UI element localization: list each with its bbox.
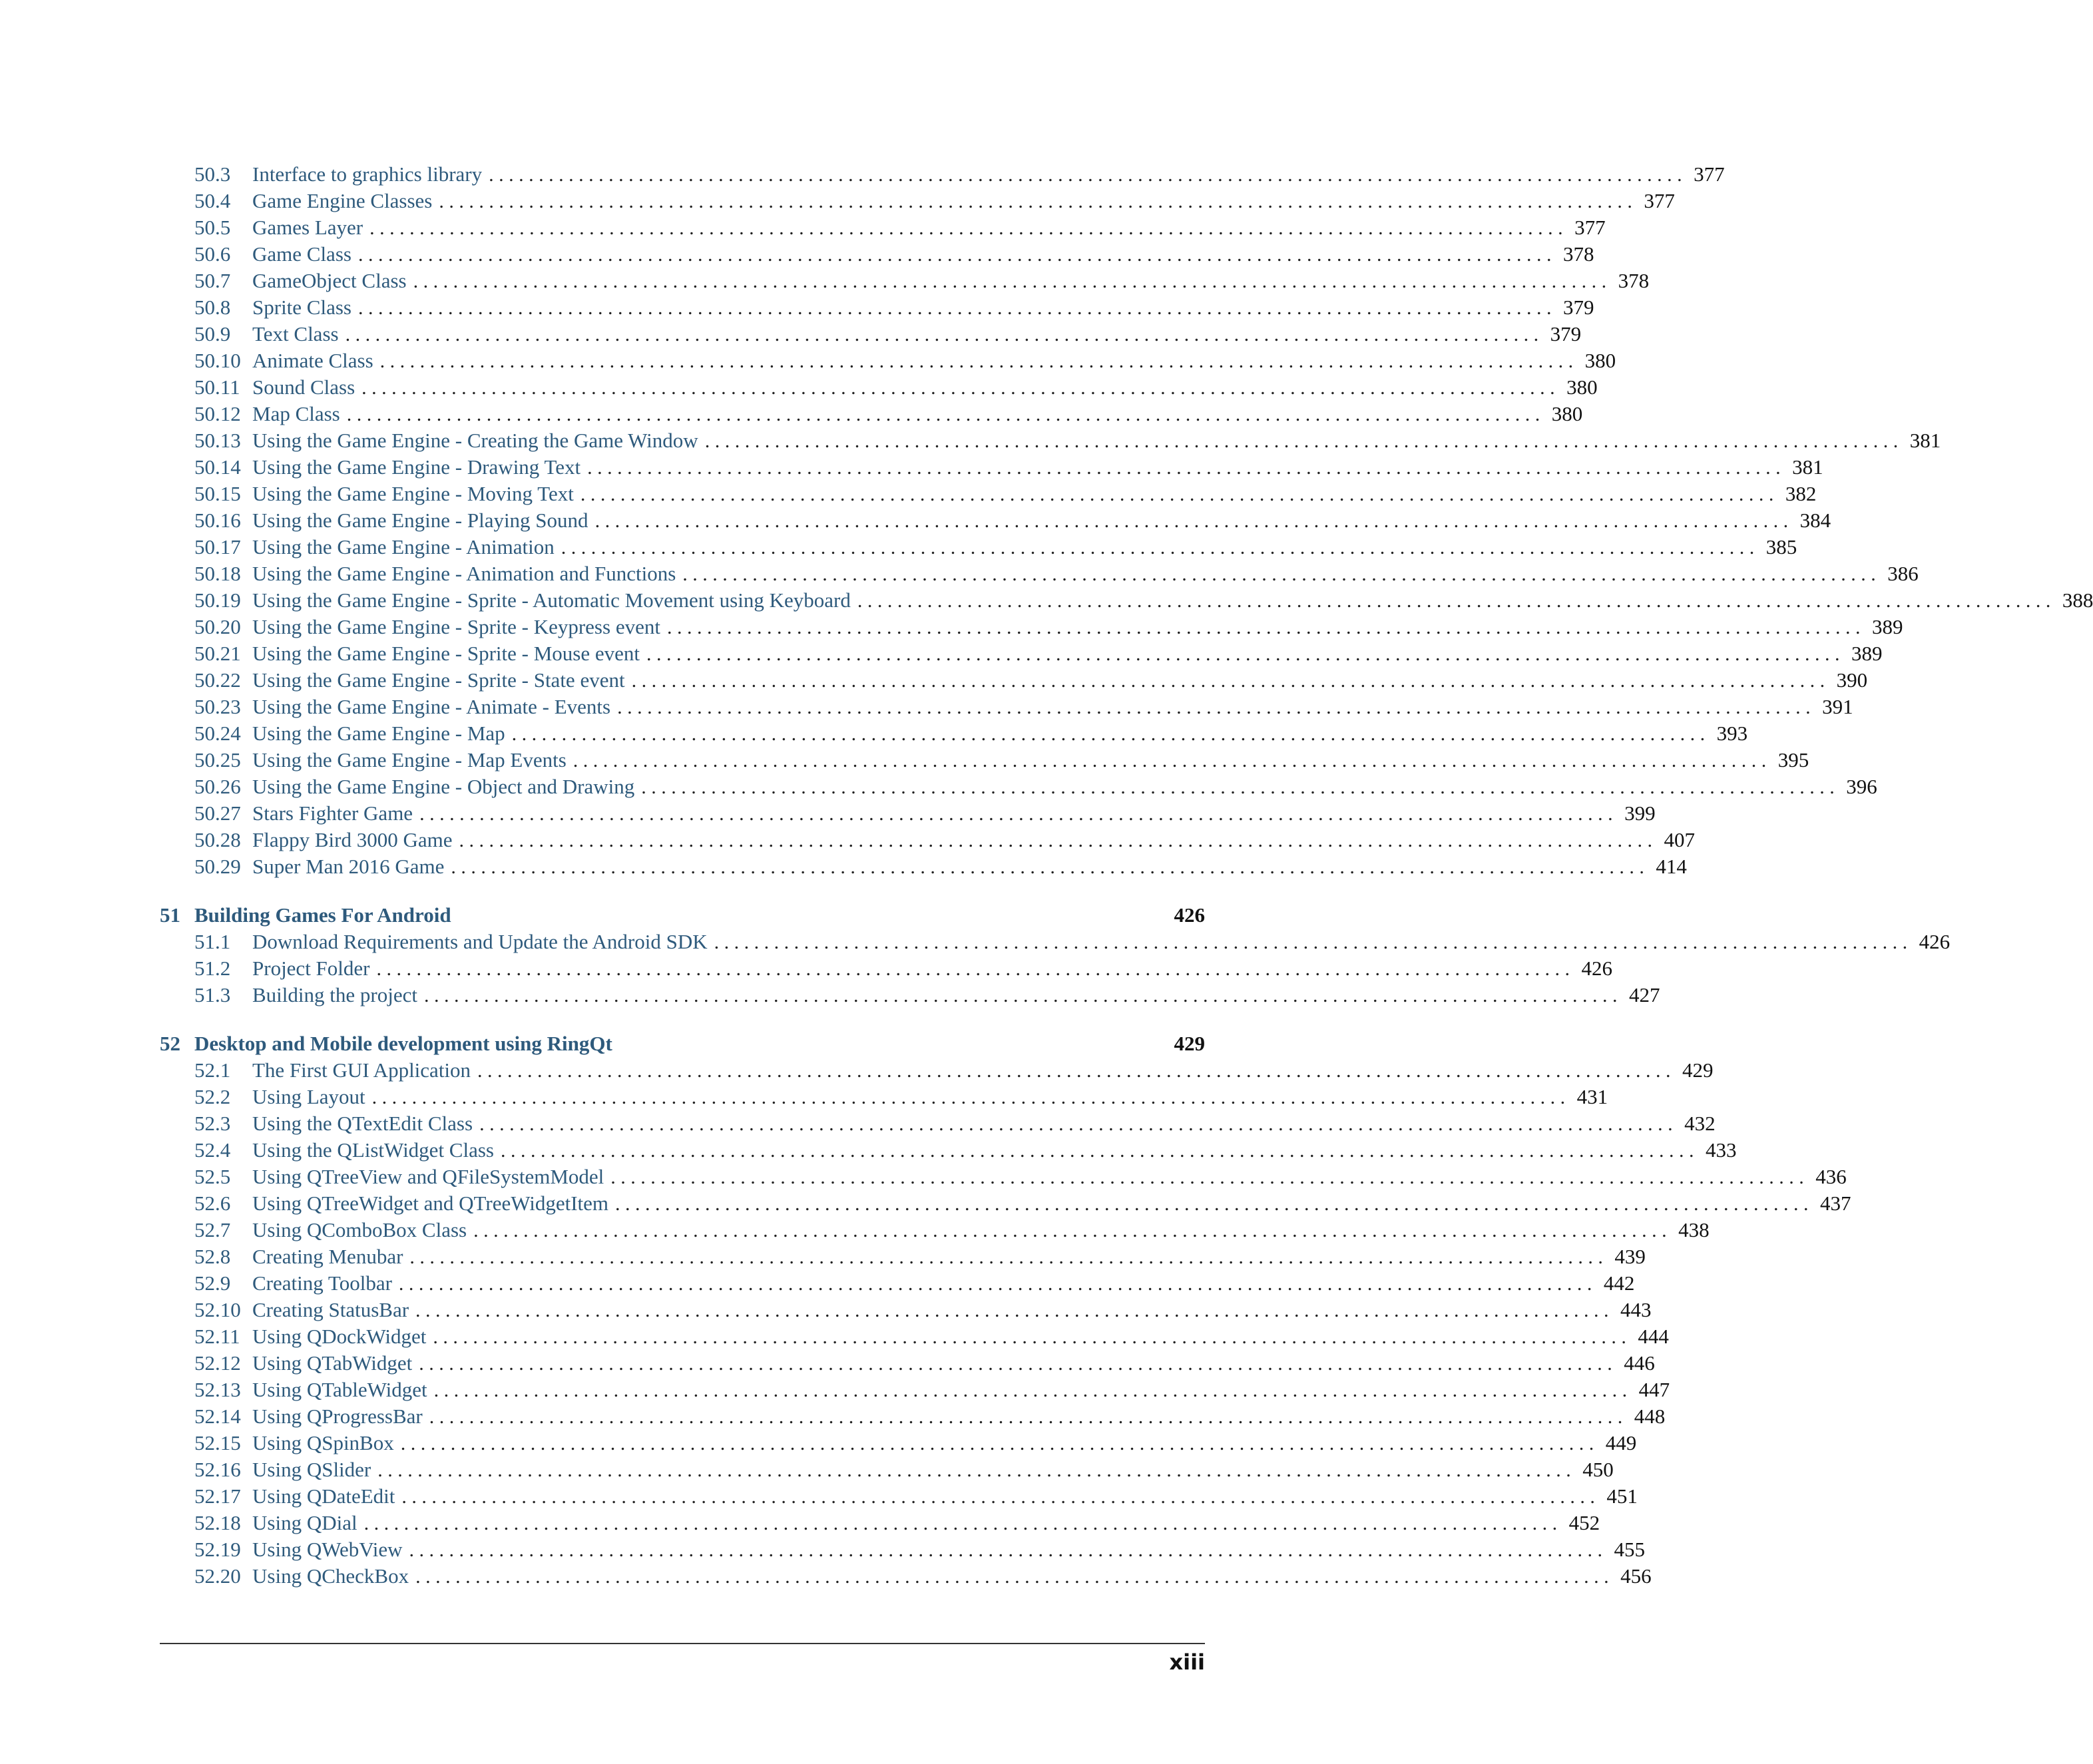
dot-leader: . . . . . . . . . . . . . . . . . . . . . . . . . . . . . . . . . . . . . . . . . . . . . . . . . . . . . . . . . . . . . . . . . . . . . . . . . . . . . . . . . . . . . . . . . . . . . . . . . . . . . . . . . . . . . . . . . . . . . . . . <box>451 856 1644 878</box>
toc-entry-number[interactable]: 50.19 <box>194 588 241 612</box>
toc-entry-page[interactable]: 451 <box>1606 1484 1638 1508</box>
dot-leader: . . . . . . . . . . . . . . . . . . . . . . . . . . . . . . . . . . . . . . . . . . . . . . . . . . . . . . . . . . . . . . . . . . . . . . . . . . . . . . . . . . . . . . . . . . . . . . . . . . . . . . . . . . . . . . . . . . . . . . . . <box>631 670 1825 692</box>
toc-entry-number[interactable]: 52.6 <box>194 1192 231 1215</box>
toc-entry-page[interactable]: 385 <box>1765 535 1797 558</box>
toc-entry-page[interactable]: 379 <box>1550 322 1582 345</box>
toc-entry-number[interactable]: 52.17 <box>194 1484 241 1508</box>
dot-leader: . . . . . . . . . . . . . . . . . . . . . . . . . . . . . . . . . . . . . . . . . . . . . . . . . . . . . . . . . . . . . . . . . . . . . . . . . . . . . . . . . . . . . . . . . . . . . . . . . . . . . . . . . . . . . . . . . . . . . . . . <box>617 696 1811 718</box>
dot-leader: . . . . . . . . . . . . . . . . . . . . . . . . . . . . . . . . . . . . . . . . . . . . . . . . . . . . . . . . . . . . . . . . . . . . . . . . . . . . . . . . . . . . . . . . . . . . . . . . . . . . . . . . . . . . . . . . . . . . . . . . <box>666 616 1861 638</box>
toc-entry-number[interactable]: 52 <box>160 1032 180 1055</box>
toc-section-entry[interactable] <box>160 827 1695 853</box>
toc-entry-number[interactable]: 52.4 <box>194 1138 231 1162</box>
toc-chapter-entry[interactable] <box>160 902 1205 929</box>
dot-leader: . . . . . . . . . . . . . . . . . . . . . . . . . . . . . . . . . . . . . . . . . . . . . . . . . . . . . . . . . . . . . . . . . . . . . . . . . . . . . . . . . . . . . . . . . . . . . . . . . . . . . . . . . . . . . . . . . . . . . . . . <box>682 563 1876 585</box>
toc-entry-title[interactable]: Using QDial <box>252 1511 357 1534</box>
dot-leader: . . . . . . . . . . . . . . . . . . . . . . . . . . . . . . . . . . . . . . . . . . . . . . . . . . . . . . . . . . . . . . . . . . . . . . . . . . . . . . . . . . . . . . . . . . . . . . . . . . . . . . . . . . . . . . . . . . . . . . . . <box>423 985 1618 1006</box>
toc-entry-page[interactable]: 449 <box>1605 1431 1637 1454</box>
toc-entry-number[interactable]: 51.2 <box>194 957 231 980</box>
toc-entry-number[interactable]: 52.15 <box>194 1431 241 1454</box>
toc-entry-title[interactable]: Creating StatusBar <box>252 1298 409 1321</box>
dot-leader: . . . . . . . . . . . . . . . . . . . . . . . . . . . . . . . . . . . . . . . . . . . . . . . . . . . . . . . . . . . . . . . . . . . . . . . . . . . . . . . . . . . . . . . . . . . . . . . . . . . . . . . . . . . . . . . . . . . . . . . . <box>409 1539 1603 1561</box>
toc-section-entry[interactable] <box>160 534 1797 560</box>
toc-entry-title[interactable]: Using the Game Engine - Map <box>252 722 505 745</box>
dot-leader: . . . . . . . . . . . . . . . . . . . . . . . . . . . . . . . . . . . . . . . . . . . . . . . . . . . . . . . . . . . . . . . . . . . . . . . . . . . . . . . . . . . . . . . . . . . . . . . . . . . . . . . . . . . . . . . . . . . . . . . . <box>594 510 1789 532</box>
toc-entry-number[interactable]: 52.19 <box>194 1538 241 1561</box>
toc-entry-number[interactable]: 50.8 <box>194 296 231 319</box>
toc-entry-page[interactable]: 407 <box>1664 828 1695 851</box>
toc-entry-number[interactable]: 50.23 <box>194 695 241 718</box>
toc-entry-title[interactable]: Using the QListWidget Class <box>252 1138 494 1162</box>
toc-entry-number[interactable]: 51.3 <box>194 983 231 1006</box>
toc-entry-title[interactable]: Using the Game Engine - Map Events <box>252 748 567 772</box>
toc-entry-title[interactable]: Using Layout <box>252 1085 365 1108</box>
toc-entry-title[interactable]: Using QProgressBar <box>252 1405 423 1428</box>
toc-section-entry[interactable] <box>160 401 1583 427</box>
toc-entry-title[interactable]: Creating Toolbar <box>252 1271 392 1295</box>
toc-section-entry[interactable] <box>160 955 1612 982</box>
toc-entry-title[interactable]: Using QTabWidget <box>252 1351 413 1375</box>
toc-entry-title[interactable]: Animate Class <box>252 349 373 372</box>
dot-leader: . . . . . . . . . . . . . . . . . . . . . . . . . . . . . . . . . . . . . . . . . . . . . . . . . . . . . . . . . . . . . . . . . . . . . . . . . . . . . . . . . . . . . . . . . . . . . . . . . . . . . . . . . . . . . . . . . . . . . . . . <box>357 244 1552 266</box>
dot-leader: . . . . . . . . . . . . . . . . . . . . . . . . . . . . . . . . . . . . . . . . . . . . . . . . . . . . . . . . . . . . . . . . . . . . . . . . . . . . . . . . . . . . . . . . . . . . . . . . . . . . . . . . . . . . . . . . . . . . . . . . <box>409 1246 1603 1268</box>
toc-section-entry[interactable] <box>160 1110 1716 1137</box>
dot-leader: . . . . . . . . . . . . . . . . . . . . . . . . . . . . . . . . . . . . . . . . . . . . . . . . . . . . . . . . . . . . . . . . . . . . . . . . . . . . . . . . . . . . . . . . . . . . . . . . . . . . . . . . . . . . . . . . . . . . . . . . <box>400 1433 1594 1454</box>
toc-entry-number[interactable]: 50.21 <box>194 642 241 665</box>
toc-entry-title[interactable]: Using the Game Engine - Moving Text <box>252 482 574 505</box>
toc-section-entry[interactable] <box>160 1057 1714 1084</box>
toc-entry-number[interactable]: 52.8 <box>194 1245 231 1268</box>
dot-leader: . . . . . . . . . . . . . . . . . . . . . . . . . . . . . . . . . . . . . . . . . . . . . . . . . . . . . . . . . . . . . . . . . . . . . . . . . . . . . . . . . . . . . . . . . . . . . . . . . . . . . . . . . . . . . . . . . . . . . . . . <box>429 1406 1623 1428</box>
toc-entry-page[interactable]: 432 <box>1684 1112 1716 1135</box>
toc-entry-title[interactable]: Game Class <box>252 242 351 266</box>
dot-leader: . . . . . . . . . . . . . . . . . . . . . . . . . . . . . . . . . . . . . . . . . . . . . . . . . . . . . . . . . . . . . . . . . . . . . . . . . . . . . . . . . . . . . . . . . . . . . . . . . . . . . . . . . . . . . . . . . . . . . . . . <box>377 1459 1571 1481</box>
dot-leader: . . . . . . . . . . . . . . . . . . . . . . . . . . . . . . . . . . . . . . . . . . . . . . . . . . . . . . . . . . . . . . . . . . . . . . . . . . . . . . . . . . . . . . . . . . . . . . . . . . . . . . . . . . . . . . . . . . . . . . . . <box>415 1299 1609 1321</box>
toc-entry-number[interactable]: 50.10 <box>194 349 241 372</box>
dot-leader: . . . . . . . . . . . . . . . . . . . . . . . . . . . . . . . . . . . . . . . . . . . . . . . . . . . . . . . . . . . . . . . . . . . . . . . . . . . . . . . . . . . . . . . . . . . . . . . . . . . . . . . . . . . . . . . . . . . . . . . . <box>714 931 1908 953</box>
toc-entry-title[interactable]: Text Class <box>252 322 339 345</box>
dot-leader: . . . . . . . . . . . . . . . . . . . . . . . . . . . . . . . . . . . . . . . . . . . . . . . . . . . . . . . . . . . . . . . . . . . . . . . . . . . . . . . . . . . . . . . . . . . . . . . . . . . . . . . . . . . . . . . . . . . . . . . . <box>479 1113 1673 1135</box>
toc-entry-page[interactable]: 390 <box>1836 668 1868 692</box>
toc-section-entry[interactable] <box>160 1323 1669 1350</box>
toc-entry-number[interactable]: 50.12 <box>194 402 241 425</box>
toc-entry-number[interactable]: 51 <box>160 903 180 927</box>
toc-entry-page[interactable]: 433 <box>1705 1138 1737 1162</box>
toc-section-entry[interactable] <box>160 747 1809 773</box>
dot-leader: . . . . . . . . . . . . . . . . . . . . . . . . . . . . . . . . . . . . . . . . . . . . . . . . . . . . . . . . . . . . . . . . . . . . . . . . . . . . . . . . . . . . . . . . . . . . . . . . . . . . . . . . . . . . . . . . . . . . . . . . <box>346 403 1540 425</box>
toc-section-entry[interactable] <box>160 1270 1635 1297</box>
toc-section-entry[interactable] <box>160 294 1594 321</box>
toc-entry-page[interactable]: 380 <box>1566 375 1598 399</box>
toc-entry-title[interactable]: Building the project <box>252 983 417 1006</box>
toc-entry-page[interactable]: 426 <box>1919 930 1951 953</box>
toc-entry-number[interactable]: 50.16 <box>194 509 241 532</box>
dot-leader: . . . . . . . . . . . . . . . . . . . . . . . . . . . . . . . . . . . . . . . . . . . . . . . . . . . . . . . . . . . . . . . . . . . . . . . . . . . . . . . . . . . . . . . . . . . . . . . . . . . . . . . . . . . . . . . . . . . . . . . . <box>573 750 1767 772</box>
toc-entry-number[interactable]: 52.20 <box>194 1564 241 1588</box>
toc-entry-number[interactable]: 52.11 <box>194 1325 240 1348</box>
dot-leader: . . . . . . . . . . . . . . . . . . . . . . . . . . . . . . . . . . . . . . . . . . . . . . . . . . . . . . . . . . . . . . . . . . . . . . . . . . . . . . . . . . . . . . . . . . . . . . . . . . . . . . . . . . . . . . . . . . . . . . . . <box>459 829 1652 851</box>
toc-entry-page[interactable]: 444 <box>1638 1325 1669 1348</box>
toc-entry-title[interactable]: Desktop and Mobile development using RingQt <box>194 1032 612 1055</box>
toc-section-entry[interactable] <box>160 929 1951 955</box>
toc-entry-number[interactable]: 50.26 <box>194 775 241 798</box>
toc-section-entry[interactable] <box>160 161 1725 188</box>
toc-section-entry[interactable] <box>160 1190 1851 1217</box>
toc-entry-page[interactable]: 436 <box>1815 1165 1847 1188</box>
toc-entry-number[interactable]: 52.12 <box>194 1351 241 1375</box>
toc-entry-title[interactable]: Using QDateEdit <box>252 1484 395 1508</box>
table-of-contents <box>160 161 2093 1590</box>
dot-leader: . . . . . . . . . . . . . . . . . . . . . . . . . . . . . . . . . . . . . . . . . . . . . . . . . . . . . . . . . . . . . . . . . . . . . . . . . . . . . . . . . . . . . . . . . . . . . . . . . . . . . . . . . . . . . . . . . . . . . . . . <box>433 1326 1626 1348</box>
dot-leader: . . . . . . . . . . . . . . . . . . . . . . . . . . . . . . . . . . . . . . . . . . . . . . . . . . . . . . . . . . . . . . . . . . . . . . . . . . . . . . . . . . . . . . . . . . . . . . . . . . . . . . . . . . . . . . . . . . . . . . . . <box>357 297 1552 319</box>
toc-entry-title[interactable]: Using the Game Engine - Sprite - Keypress event <box>252 615 660 638</box>
toc-entry-page[interactable]: 377 <box>1644 189 1675 212</box>
toc-entry-title[interactable]: Game Engine Classes <box>252 189 433 212</box>
toc-section-entry[interactable] <box>160 1297 1652 1323</box>
toc-entry-page[interactable]: 393 <box>1716 722 1748 745</box>
toc-entry-title[interactable]: Map Class <box>252 402 340 425</box>
toc-entry-title[interactable]: Using the Game Engine - Animation and Functions <box>252 562 676 585</box>
toc-entry-number[interactable]: 52.14 <box>194 1405 241 1428</box>
dot-leader: . . . . . . . . . . . . . . . . . . . . . . . . . . . . . . . . . . . . . . . . . . . . . . . . . . . . . . . . . . . . . . . . . . . . . . . . . . . . . . . . . . . . . . . . . . . . . . . . . . . . . . . . . . . . . . . . . . . . . . . . <box>587 457 1781 479</box>
dot-leader: . . . . . . . . . . . . . . . . . . . . . . . . . . . . . . . . . . . . . . . . . . . . . . . . . . . . . . . . . . . . . . . . . . . . . . . . . . . . . . . . . . . . . . . . . . . . . . . . . . . . . . . . . . . . . . . . . . . . . . . . <box>419 803 1613 825</box>
toc-entry-number[interactable]: 51.1 <box>194 930 231 953</box>
toc-entry-page[interactable]: 443 <box>1620 1298 1652 1321</box>
dot-leader: . . . . . . . . . . . . . . . . . . . . . . . . . . . . . . . . . . . . . . . . . . . . . . . . . . . . . . . . . . . . . . . . . . . . . . . . . . . . . . . . . . . . . . . . . . . . . . . . . . . . . . . . . . . . . . . . . . . . . . . . <box>419 1353 1612 1375</box>
toc-section-entry[interactable] <box>160 268 1650 294</box>
dot-leader: . . . . . . . . . . . . . . . . . . . . . . . . . . . . . . . . . . . . . . . . . . . . . . . . . . . . . . . . . . . . . . . . . . . . . . . . . . . . . . . . . . . . . . . . . . . . . . . . . . . . . . . . . . . . . . . . . . . . . . . . <box>511 723 1706 745</box>
dot-leader: . . . . . . . . . . . . . . . . . . . . . . . . . . . . . . . . . . . . . . . . . . . . . . . . . . . . . . . . . . . . . . . . . . . . . . . . . . . . . . . . . . . . . . . . . . . . . . . . . . . . . . . . . . . . . . . . . . . . . . . . <box>580 483 1774 505</box>
toc-section-entry[interactable] <box>160 614 1903 640</box>
toc-entry-title[interactable]: Using the Game Engine - Sprite - State event <box>252 668 625 692</box>
toc-entry-number[interactable]: 52.1 <box>194 1058 231 1082</box>
toc-entry-title[interactable]: Building Games For Android <box>194 903 451 927</box>
toc-entry-page[interactable]: 379 <box>1562 296 1594 319</box>
dot-leader: . . . . . . . . . . . . . . . . . . . . . . . . . . . . . . . . . . . . . . . . . . . . . . . . . . . . . . . . . . . . . . . . . . . . . . . . . . . . . . . . . . . . . . . . . . . . . . . . . . . . . . . . . . . . . . . . . . . . . . . . <box>376 958 1570 980</box>
dot-leader: . . . . . . . . . . . . . . . . . . . . . . . . . . . . . . . . . . . . . . . . . . . . . . . . . . . . . . . . . . . . . . . . . . . . . . . . . . . . . . . . . . . . . . . . . . . . . . . . . . . . . . . . . . . . . . . . . . . . . . . . <box>439 190 1632 212</box>
toc-entry-page[interactable]: 388 <box>2062 588 2093 612</box>
toc-section-entry[interactable] <box>160 667 1868 694</box>
dot-leader: . . . . . . . . . . . . . . . . . . . . . . . . . . . . . . . . . . . . . . . . . . . . . . . . . . . . . . . . . . . . . . . . . . . . . . . . . . . . . . . . . . . . . . . . . . . . . . . . . . . . . . . . . . . . . . . . . . . . . . . . <box>345 324 1539 345</box>
toc-entry-number[interactable]: 50.11 <box>194 375 240 399</box>
toc-section-entry[interactable] <box>160 241 1594 268</box>
dot-leader: . . . . . . . . . . . . . . . . . . . . . . . . . . . . . . . . . . . . . . . . . . . . . . . . . . . . . . . . . . . . . . . . . . . . . . . . . . . . . . . . . . . . . . . . . . . . . . . . . . . . . . . . . . . . . . . . . . . . . . . . <box>615 1193 1809 1215</box>
toc-section-entry[interactable] <box>160 1084 1608 1110</box>
toc-entry-title[interactable]: Using the Game Engine - Creating the Game Window <box>252 429 698 452</box>
toc-entry-title[interactable]: Flappy Bird 3000 Game <box>252 828 453 851</box>
dot-leader: . . . . . . . . . . . . . . . . . . . . . . . . . . . . . . . . . . . . . . . . . . . . . . . . . . . . . . . . . . . . . . . . . . . . . . . . . . . . . . . . . . . . . . . . . . . . . . . . . . . . . . . . . . . . . . . . . . . . . . . . <box>369 217 1563 239</box>
toc-entry-title[interactable]: Using QDockWidget <box>252 1325 427 1348</box>
toc-entry-number[interactable]: 50.7 <box>194 269 231 292</box>
toc-entry-page[interactable]: 382 <box>1785 482 1817 505</box>
dot-leader: . . . . . . . . . . . . . . . . . . . . . . . . . . . . . . . . . . . . . . . . . . . . . . . . . . . . . . . . . . . . . . . . . . . . . . . . . . . . . . . . . . . . . . . . . . . . . . . . . . . . . . . . . . . . . . . . . . . . . . . . <box>415 1566 1609 1588</box>
toc-entry-title[interactable]: Using QComboBox Class <box>252 1218 467 1241</box>
toc-entry-title[interactable]: Project Folder <box>252 957 370 980</box>
toc-entry-page[interactable]: 429 <box>1682 1058 1714 1082</box>
toc-entry-title[interactable]: Using the Game Engine - Drawing Text <box>252 455 581 479</box>
toc-entry-number[interactable]: 52.2 <box>194 1085 231 1108</box>
toc-entry-page[interactable]: 380 <box>1584 349 1616 372</box>
toc-section-entry[interactable] <box>160 982 1660 1008</box>
toc-entry-title[interactable]: Games Layer <box>252 216 363 239</box>
toc-entry-title[interactable]: Using QSlider <box>252 1458 371 1481</box>
toc-entry-title[interactable]: Using the Game Engine - Sprite - Mouse event <box>252 642 640 665</box>
toc-entry-title[interactable]: Interface to graphics library <box>252 162 483 186</box>
toc-entry-title[interactable]: Using QCheckBox <box>252 1564 409 1588</box>
toc-entry-title[interactable]: Sound Class <box>252 375 355 399</box>
toc-entry-page[interactable]: 438 <box>1678 1218 1710 1241</box>
toc-section-entry[interactable] <box>160 1243 1646 1270</box>
toc-entry-page[interactable]: 377 <box>1694 162 1725 186</box>
dot-leader: . . . . . . . . . . . . . . . . . . . . . . . . . . . . . . . . . . . . . . . . . . . . . . . . . . . . . . . . . . . . . . . . . . . . . . . . . . . . . . . . . . . . . . . . . . . . . . . . . . . . . . . . . . . . . . . . . . . . . . . . <box>398 1273 1592 1295</box>
toc-entry-page[interactable]: 378 <box>1562 242 1594 266</box>
toc-entry-number[interactable]: 50.9 <box>194 322 231 345</box>
toc-entry-page[interactable]: 381 <box>1909 429 1941 452</box>
toc-entry-title[interactable]: Super Man 2016 Game <box>252 855 445 878</box>
dot-leader: . . . . . . . . . . . . . . . . . . . . . . . . . . . . . . . . . . . . . . . . . . . . . . . . . . . . . . . . . . . . . . . . . . . . . . . . . . . . . . . . . . . . . . . . . . . . . . . . . . . . . . . . . . . . . . . . . . . . . . . . <box>477 1060 1671 1082</box>
toc-entry-number[interactable]: 52.7 <box>194 1218 231 1241</box>
toc-section-entry[interactable] <box>160 454 1823 481</box>
toc-section-entry[interactable] <box>160 1510 1600 1536</box>
toc-section-entry[interactable] <box>160 773 1877 800</box>
toc-entry-title[interactable]: Using the Game Engine - Object and Drawing <box>252 775 635 798</box>
toc-entry-page[interactable]: 386 <box>1887 562 1919 585</box>
toc-entry-page[interactable]: 384 <box>1799 509 1831 532</box>
dot-leader: . . . . . . . . . . . . . . . . . . . . . . . . . . . . . . . . . . . . . . . . . . . . . . . . . . . . . . . . . . . . . . . . . . . . . . . . . . . . . . . . . . . . . . . . . . . . . . . . . . . . . . . . . . . . . . . . . . . . . . . . <box>489 164 1682 186</box>
toc-section-entry[interactable] <box>160 1563 1652 1590</box>
toc-entry-number[interactable]: 52.16 <box>194 1458 241 1481</box>
toc-entry-page[interactable]: 395 <box>1777 748 1809 772</box>
toc-entry-page[interactable]: 389 <box>1851 642 1883 665</box>
toc-section-entry[interactable] <box>160 1350 1655 1377</box>
toc-entry-page[interactable]: 455 <box>1614 1538 1646 1561</box>
toc-entry-page[interactable]: 380 <box>1551 402 1583 425</box>
toc-entry-title[interactable]: The First GUI Application <box>252 1058 471 1082</box>
toc-entry-page[interactable]: 450 <box>1582 1458 1614 1481</box>
toc-section-entry[interactable] <box>160 800 1656 827</box>
dot-leader: . . . . . . . . . . . . . . . . . . . . . . . . . . . . . . . . . . . . . . . . . . . . . . . . . . . . . . . . . . . . . . . . . . . . . . . . . . . . . . . . . . . . . . . . . . . . . . . . . . . . . . . . . . . . . . . . . . . . . . . . <box>561 537 1755 558</box>
toc-entry-page[interactable]: 377 <box>1574 216 1606 239</box>
toc-entry-title[interactable]: Sprite Class <box>252 296 351 319</box>
dot-leader: . . . . . . . . . . . . . . . . . . . . . . . . . . . . . . . . . . . . . . . . . . . . . . . . . . . . . . . . . . . . . . . . . . . . . . . . . . . . . . . . . . . . . . . . . . . . . . . . . . . . . . . . . . . . . . . . . . . . . . . . <box>363 1512 1558 1534</box>
toc-section-entry[interactable] <box>160 481 1817 507</box>
toc-entry-title[interactable]: Creating Menubar <box>252 1245 403 1268</box>
toc-section-entry[interactable] <box>160 587 2093 614</box>
toc-entry-number[interactable]: 50.14 <box>194 455 241 479</box>
toc-entry-number[interactable]: 52.13 <box>194 1378 241 1401</box>
toc-entry-title[interactable]: Using QTableWidget <box>252 1378 427 1401</box>
toc-section-entry[interactable] <box>160 640 1883 667</box>
dot-leader: . . . . . . . . . . . . . . . . . . . . . . . . . . . . . . . . . . . . . . . . . . . . . . . . . . . . . . . . . . . . . . . . . . . . . . . . . . . . . . . . . . . . . . . . . . . . . . . . . . . . . . . . . . . . . . . . . . . . . . . . <box>610 1166 1804 1188</box>
toc-entry-page[interactable]: 429 <box>1174 1032 1205 1055</box>
toc-section-entry[interactable] <box>160 1377 1670 1403</box>
toc-entry-page[interactable]: 439 <box>1614 1245 1646 1268</box>
toc-entry-number[interactable]: 52.5 <box>194 1165 231 1188</box>
toc-entry-page[interactable]: 456 <box>1620 1564 1652 1588</box>
dot-leader: . . . . . . . . . . . . . . . . . . . . . . . . . . . . . . . . . . . . . . . . . . . . . . . . . . . . . . . . . . . . . . . . . . . . . . . . . . . . . . . . . . . . . . . . . . . . . . . . . . . . . . . . . . . . . . . . . . . . . . . . <box>500 1140 1694 1162</box>
toc-entry-number[interactable]: 50.17 <box>194 535 241 558</box>
toc-entry-title[interactable]: Using the Game Engine - Playing Sound <box>252 509 588 532</box>
toc-section-entry[interactable] <box>160 1536 1646 1563</box>
toc-entry-page[interactable]: 399 <box>1624 801 1656 825</box>
toc-entry-number[interactable]: 50.25 <box>194 748 241 772</box>
toc-entry-title[interactable]: Using QSpinBox <box>252 1431 394 1454</box>
toc-entry-title[interactable]: Using QTreeView and QFileSystemModel <box>252 1165 604 1188</box>
toc-section-entry[interactable] <box>160 1137 1737 1164</box>
toc-entry-number[interactable]: 52.10 <box>194 1298 241 1321</box>
dot-leader: . . . . . . . . . . . . . . . . . . . . . . . . . . . . . . . . . . . . . . . . . . . . . . . . . . . . . . . . . . . . . . . . . . . . . . . . . . . . . . . . . . . . . . . . . . . . . . . . . . . . . . . . . . . . . . . . . . . . . . . . <box>473 1219 1667 1241</box>
toc-section-entry[interactable] <box>160 720 1748 747</box>
toc-entry-page[interactable]: 448 <box>1634 1405 1666 1428</box>
toc-entry-number[interactable]: 50.3 <box>194 162 231 186</box>
toc-entry-page[interactable]: 426 <box>1174 903 1205 927</box>
toc-entry-title[interactable]: Using the Game Engine - Sprite - Automatic Movement using Keyboard <box>252 588 851 612</box>
page-number: xiii <box>1169 1650 1205 1675</box>
toc-entry-title[interactable]: GameObject Class <box>252 269 407 292</box>
toc-entry-number[interactable]: 50.29 <box>194 855 241 878</box>
toc-entry-page[interactable]: 437 <box>1820 1192 1851 1215</box>
toc-section-entry[interactable] <box>160 1403 1666 1430</box>
toc-entry-page[interactable]: 426 <box>1581 957 1612 980</box>
toc-entry-number[interactable]: 52.3 <box>194 1112 231 1135</box>
toc-entry-page[interactable]: 381 <box>1792 455 1823 479</box>
toc-entry-number[interactable]: 50.4 <box>194 189 231 212</box>
toc-entry-number[interactable]: 50.6 <box>194 242 231 266</box>
toc-entry-title[interactable]: Using the QTextEdit Class <box>252 1112 473 1135</box>
toc-entry-title[interactable]: Using QTreeWidget and QTreeWidgetItem <box>252 1192 609 1215</box>
toc-entry-number[interactable]: 52.18 <box>194 1511 241 1534</box>
toc-section-entry[interactable] <box>160 1456 1614 1483</box>
toc-entry-title[interactable]: Download Requirements and Update the Android SDK <box>252 930 708 953</box>
toc-section-entry[interactable] <box>160 1430 1637 1456</box>
toc-entry-number[interactable]: 50.18 <box>194 562 241 585</box>
toc-entry-page[interactable]: 378 <box>1618 269 1650 292</box>
dot-leader: . . . . . . . . . . . . . . . . . . . . . . . . . . . . . . . . . . . . . . . . . . . . . . . . . . . . . . . . . . . . . . . . . . . . . . . . . . . . . . . . . . . . . . . . . . . . . . . . . . . . . . . . . . . . . . . . . . . . . . . . <box>361 377 1555 399</box>
toc-entry-page[interactable]: 446 <box>1624 1351 1655 1375</box>
toc-section-entry[interactable] <box>160 1483 1638 1510</box>
toc-section-entry[interactable] <box>160 507 1831 534</box>
toc-section-entry[interactable] <box>160 853 1687 880</box>
toc-entry-number[interactable]: 50.20 <box>194 615 241 638</box>
toc-section-entry[interactable] <box>160 347 1616 374</box>
toc-entry-page[interactable]: 427 <box>1628 983 1660 1006</box>
toc-entry-page[interactable]: 442 <box>1603 1271 1635 1295</box>
footer-rule <box>160 1643 1205 1644</box>
toc-section-entry[interactable] <box>160 321 1582 347</box>
dot-leader: . . . . . . . . . . . . . . . . . . . . . . . . . . . . . . . . . . . . . . . . . . . . . . . . . . . . . . . . . . . . . . . . . . . . . . . . . . . . . . . . . . . . . . . . . . . . . . . . . . . . . . . . . . . . . . . . . . . . . . . . <box>641 776 1835 798</box>
toc-entry-page[interactable]: 447 <box>1638 1378 1670 1401</box>
toc-entry-number[interactable]: 50.27 <box>194 801 241 825</box>
toc-entry-number[interactable]: 52.9 <box>194 1271 231 1295</box>
toc-entry-title[interactable]: Using the Game Engine - Animate - Events <box>252 695 611 718</box>
toc-entry-page[interactable]: 396 <box>1846 775 1877 798</box>
toc-chapter-entry[interactable] <box>160 1030 1205 1057</box>
dot-leader: . . . . . . . . . . . . . . . . . . . . . . . . . . . . . . . . . . . . . . . . . . . . . . . . . . . . . . . . . . . . . . . . . . . . . . . . . . . . . . . . . . . . . . . . . . . . . . . . . . . . . . . . . . . . . . . . . . . . . . . . <box>857 590 2051 612</box>
toc-entry-number[interactable]: 50.15 <box>194 482 241 505</box>
dot-leader: . . . . . . . . . . . . . . . . . . . . . . . . . . . . . . . . . . . . . . . . . . . . . . . . . . . . . . . . . . . . . . . . . . . . . . . . . . . . . . . . . . . . . . . . . . . . . . . . . . . . . . . . . . . . . . . . . . . . . . . . <box>433 1379 1628 1401</box>
dot-leader: . . . . . . . . . . . . . . . . . . . . . . . . . . . . . . . . . . . . . . . . . . . . . . . . . . . . . . . . . . . . . . . . . . . . . . . . . . . . . . . . . . . . . . . . . . . . . . . . . . . . . . . . . . . . . . . . . . . . . . . . <box>704 430 1899 452</box>
toc-entry-page[interactable]: 452 <box>1568 1511 1600 1534</box>
toc-section-entry[interactable] <box>160 1217 1710 1243</box>
toc-entry-number[interactable]: 50.22 <box>194 668 241 692</box>
dot-leader: . . . . . . . . . . . . . . . . . . . . . . . . . . . . . . . . . . . . . . . . . . . . . . . . . . . . . . . . . . . . . . . . . . . . . . . . . . . . . . . . . . . . . . . . . . . . . . . . . . . . . . . . . . . . . . . . . . . . . . . . <box>401 1486 1595 1508</box>
toc-entry-title[interactable]: Using the Game Engine - Animation <box>252 535 555 558</box>
toc-entry-page[interactable]: 431 <box>1576 1085 1608 1108</box>
toc-section-entry[interactable] <box>160 188 1675 214</box>
toc-entry-number[interactable]: 50.5 <box>194 216 231 239</box>
dot-leader: . . . . . . . . . . . . . . . . . . . . . . . . . . . . . . . . . . . . . . . . . . . . . . . . . . . . . . . . . . . . . . . . . . . . . . . . . . . . . . . . . . . . . . . . . . . . . . . . . . . . . . . . . . . . . . . . . . . . . . . . <box>379 350 1574 372</box>
toc-entry-number[interactable]: 50.13 <box>194 429 241 452</box>
toc-section-entry[interactable] <box>160 374 1598 401</box>
dot-leader: . . . . . . . . . . . . . . . . . . . . . . . . . . . . . . . . . . . . . . . . . . . . . . . . . . . . . . . . . . . . . . . . . . . . . . . . . . . . . . . . . . . . . . . . . . . . . . . . . . . . . . . . . . . . . . . . . . . . . . . . <box>646 643 1840 665</box>
toc-entry-page[interactable]: 414 <box>1656 855 1687 878</box>
toc-section-entry[interactable] <box>160 694 1853 720</box>
toc-section-entry[interactable] <box>160 214 1606 241</box>
toc-section-entry[interactable] <box>160 1164 1847 1190</box>
toc-entry-page[interactable]: 389 <box>1871 615 1903 638</box>
toc-entry-number[interactable]: 50.24 <box>194 722 241 745</box>
toc-entry-number[interactable]: 50.28 <box>194 828 241 851</box>
dot-leader: . . . . . . . . . . . . . . . . . . . . . . . . . . . . . . . . . . . . . . . . . . . . . . . . . . . . . . . . . . . . . . . . . . . . . . . . . . . . . . . . . . . . . . . . . . . . . . . . . . . . . . . . . . . . . . . . . . . . . . . . <box>371 1086 1566 1108</box>
toc-section-entry[interactable] <box>160 427 1941 454</box>
toc-entry-page[interactable]: 391 <box>1822 695 1853 718</box>
toc-entry-title[interactable]: Stars Fighter Game <box>252 801 413 825</box>
toc-entry-title[interactable]: Using QWebView <box>252 1538 403 1561</box>
toc-section-entry[interactable] <box>160 560 1919 587</box>
dot-leader: . . . . . . . . . . . . . . . . . . . . . . . . . . . . . . . . . . . . . . . . . . . . . . . . . . . . . . . . . . . . . . . . . . . . . . . . . . . . . . . . . . . . . . . . . . . . . . . . . . . . . . . . . . . . . . . . . . . . . . . . <box>413 270 1607 292</box>
